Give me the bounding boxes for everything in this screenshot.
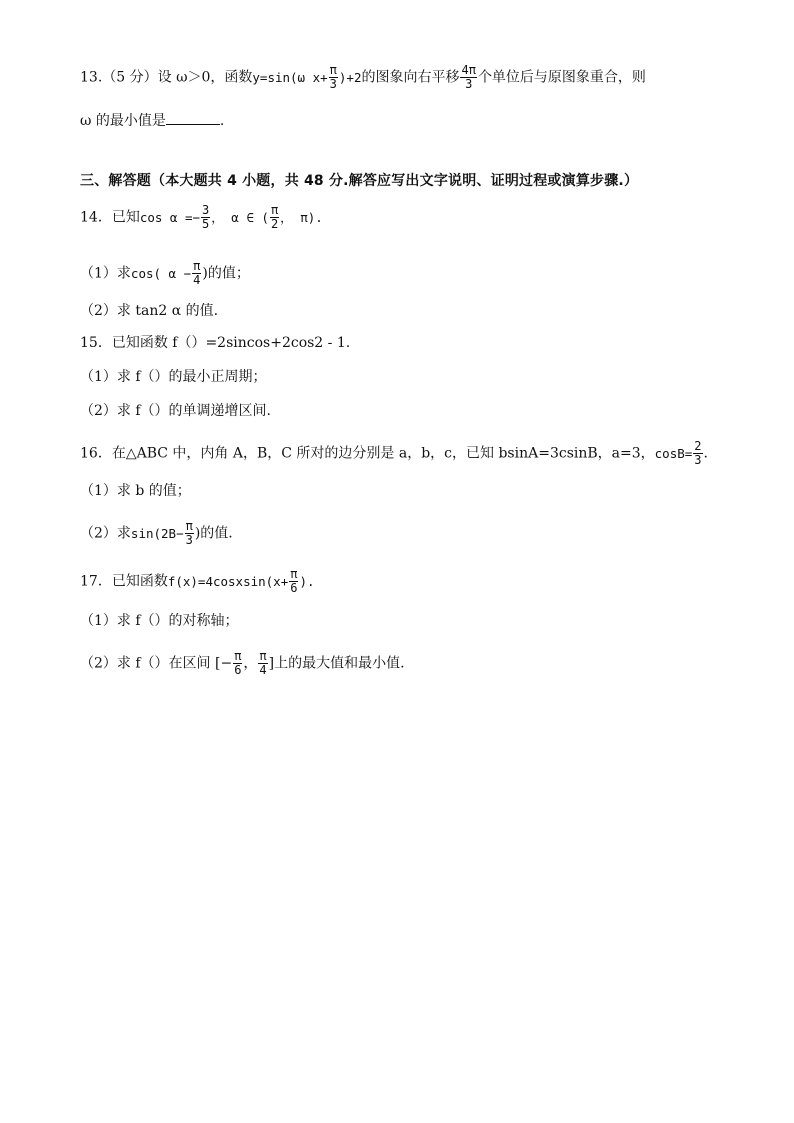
q14-p1-fraction — [192, 260, 201, 287]
q16-cosb: cosB= — [654, 445, 693, 461]
q17-p2-frac2-num: π — [259, 649, 267, 663]
q14-cos-frac-den: 5 — [202, 217, 210, 231]
q14-p1-frac-num: π — [193, 259, 201, 273]
q14-p1-frac-den: 4 — [193, 273, 201, 287]
q17-p2-fraction-1 — [233, 650, 242, 677]
q13-func-tail: )+2 — [338, 69, 362, 85]
q17-p2-frac1-num: π — [234, 649, 242, 663]
q14-cos-frac-num: 3 — [202, 203, 210, 217]
q16-part1: （1）求 b 的值； — [80, 483, 191, 499]
q14-alpha-in: ， α ∈ ( — [211, 209, 269, 225]
q14-lead: 14．已知 — [80, 209, 140, 226]
q13-mid: 的图象向右平移 — [361, 69, 460, 86]
q14-part2: （2）求 tan2 α 的值. — [80, 303, 219, 319]
q17-p2-mid: ， — [243, 655, 258, 672]
q16-p2-math: sin(2B− — [130, 525, 184, 541]
q17-p2-fraction-2 — [258, 650, 267, 677]
q13-shift-frac-num: 4π — [461, 63, 476, 77]
q14-cos: cos α =− — [139, 209, 201, 225]
q13-line1 — [80, 64, 646, 91]
q13-lead: 13.（5 分）设 ω＞0，函数 — [80, 69, 253, 86]
q17-func-frac-num: π — [290, 567, 298, 581]
q14-interval-fraction — [270, 204, 279, 231]
q16-part2 — [80, 520, 233, 547]
q14-p1-math: cos( α − — [130, 265, 192, 281]
q17-lead: 17．已知函数 — [80, 573, 168, 590]
q16-line1 — [80, 440, 708, 467]
q17-part2 — [80, 650, 405, 677]
q17-func-tail: ). — [299, 573, 315, 589]
q13-shift-frac-den: 3 — [465, 77, 473, 91]
q15-line: 15．已知函数 f（）=2sincos+2cos2 - 1. — [80, 335, 351, 351]
q16-end: . — [703, 445, 708, 462]
q15-part1: （1）求 f（）的最小正周期； — [80, 369, 267, 385]
q16-p2-fraction — [185, 520, 194, 547]
q17-func-frac-den: 6 — [290, 581, 298, 595]
q13-func: y=sin(ω x+ — [252, 69, 328, 85]
q13-end: . — [219, 113, 225, 129]
q16-p2-frac-num: π — [185, 519, 193, 533]
q16-cosb-frac-den: 3 — [694, 453, 702, 467]
q13-tail: 个单位后与原图象重合，则 — [477, 69, 646, 86]
q13-func-frac-den: 3 — [329, 77, 337, 91]
q14-interval-tail: ， π). — [280, 209, 323, 225]
q14-int-frac-num: π — [270, 203, 279, 217]
q13-shift-fraction — [460, 64, 476, 91]
q14-int-frac-den: 2 — [270, 217, 279, 231]
q13-line2-text: ω 的最小值是 — [80, 113, 166, 129]
q13-func-frac-num: π — [329, 63, 337, 77]
q14-p1-tail: )的值； — [202, 265, 250, 282]
q16-cosb-frac-num: 2 — [694, 439, 702, 453]
section-heading: 三、解答题（本大题共 4 小题，共 48 分.解答应写出文字说明、证明过程或演算步骤.） — [80, 173, 639, 189]
q17-p2-lead: （2）求 f（）在区间 [− — [80, 655, 233, 672]
q17-line1 — [80, 568, 315, 595]
q17-p2-frac1-den: 6 — [234, 663, 242, 677]
q14-p1-lead: （1）求 — [80, 265, 131, 282]
q17-part1: （1）求 f（）的对称轴； — [80, 613, 239, 629]
q16-lead: 16．在△ABC 中，内角 A，B，C 所对的边分别是 a，b，c，已知 bsinA=3csinB，a=3， — [80, 445, 655, 462]
q14-part1 — [80, 260, 250, 287]
q14-cos-fraction — [201, 204, 210, 231]
q17-func-fraction — [289, 568, 298, 595]
q17-func: f(x)=4cosxsin(x+ — [167, 573, 289, 589]
q15-part2: （2）求 f（）的单调递增区间. — [80, 403, 271, 419]
q16-cosb-fraction — [693, 440, 702, 467]
q13-line2 — [80, 110, 224, 130]
q16-p2-lead: （2）求 — [80, 525, 131, 542]
q17-p2-frac2-den: 4 — [259, 663, 267, 677]
q17-p2-tail: ]上的最大值和最小值. — [268, 655, 405, 672]
q13-func-fraction — [329, 64, 338, 91]
q14-line1 — [80, 204, 323, 231]
q16-p2-frac-den: 3 — [185, 533, 193, 547]
q16-p2-tail: )的值. — [194, 525, 233, 542]
answer-blank[interactable] — [166, 110, 220, 125]
